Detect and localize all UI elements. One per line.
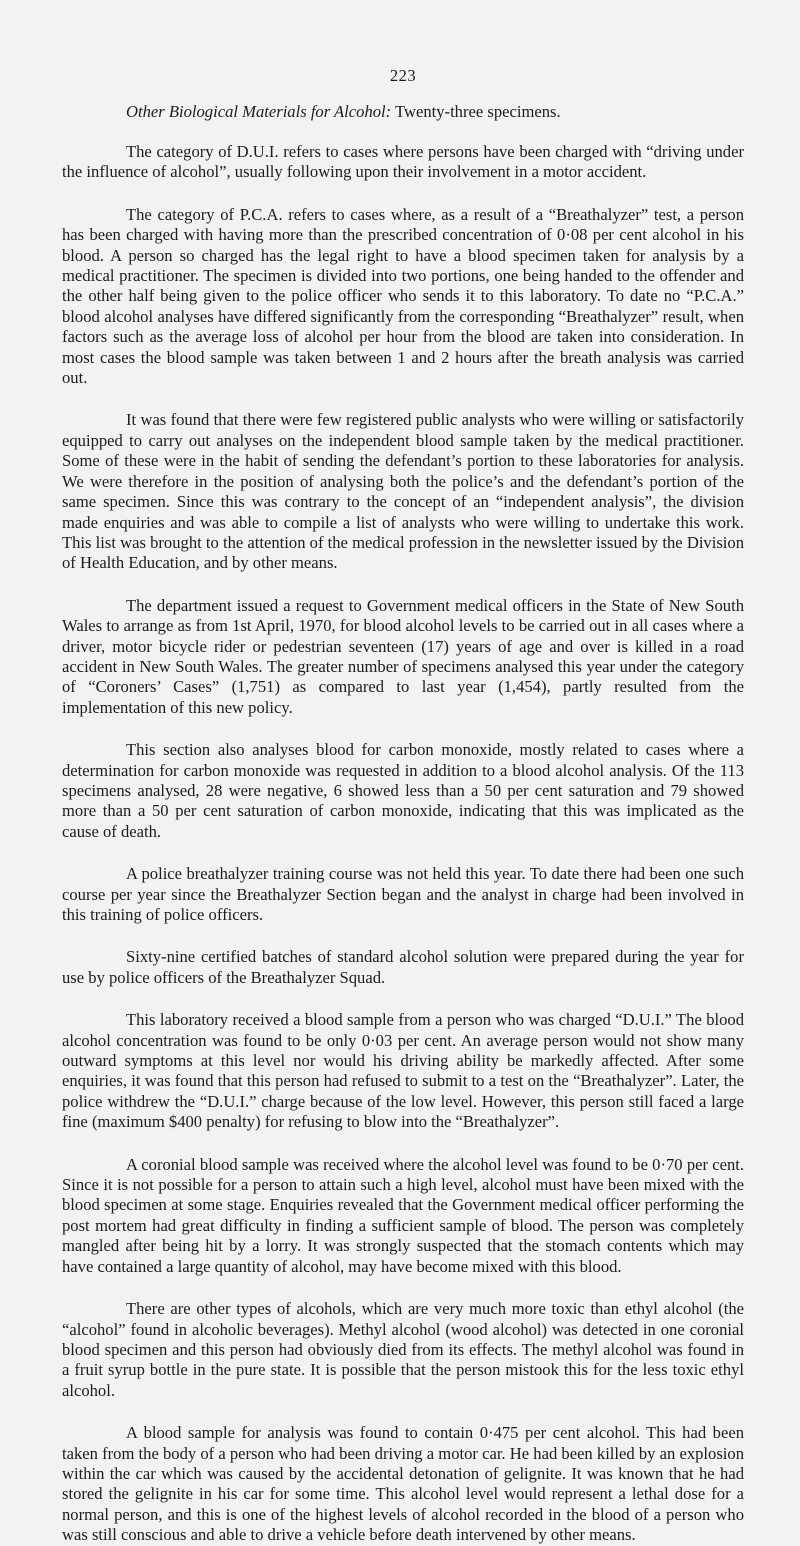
paragraph-gelignite: A blood sample for analysis was found to contain 0·475 per cent alcohol. This had been taken from the body of a person who had been driving a motor car. He had been killed by an explosion within the car which was caused by the accidental detonation of gelignite. It was known that he had stored the gelignite in his car for some time. This alcohol level would represent a lethal dose for a normal person, and this is one of the highest levels of alcohol recorded in the blood of a person who was still conscious and able to drive a vehicle before death intervened by other means.	[62, 1423, 744, 1545]
paragraph-public-analysts: It was found that there were few registered public analysts who were willing or satisfactorily equipped to carry out analyses on the independent blood sample taken by the medical practitioner. Some of these were in the habit of sending the defendant’s portion to these laboratories for analysis. We were therefore in the position of analysing both the police’s and the defendant’s portion of the same specimen. Since this was contrary to the concept of an “independent analysis”, the division made enquiries and was able to compile a list of analysts who were willing to undertake this work. This list was brought to the attention of the medical profession in the newsletter issued by the Division of Health Education, and by other means.	[62, 410, 744, 573]
paragraph-government-request: The department issued a request to Government medical officers in the State of New South Wales to arrange as from 1st April, 1970, for blood alcohol levels to be carried out in all cases where a driver, motor bicycle rider or pedestrian seventeen (17) years of age and over is killed in a road accident in New South Wales. The greater number of specimens analysed this year under the category of “Coroners’ Cases” (1,751) as compared to last year (1,454), partly resulted from the implementation of this new policy.	[62, 595, 744, 717]
section-heading-italic: Other Biological Materials for Alcohol:	[126, 102, 392, 121]
page-number: 223	[389, 66, 417, 85]
section-heading	[126, 102, 744, 122]
paragraph-carbon-monoxide: This section also analyses blood for carbon monoxide, mostly related to cases where a determination for carbon monoxide was requested in addition to a blood alcohol analysis. Of the 113 specimens analysed, 28 were negative, 6 showed less than a 50 per cent saturation and 79 showed more than a 50 per cent saturation of carbon monoxide, indicating that this was implicated as the cause of death.	[62, 740, 744, 841]
paragraph-methyl-alcohol: There are other types of alcohols, which are very much more toxic than ethyl alcohol (the “alcohol” found in alcoholic beverages). Methyl alcohol (wood alcohol) was detected in one coronial blood specimen and this person had obviously died from its effects. The methyl alcohol was found in a fruit syrup bottle in the pure state. It is possible that the person mistook this for the less toxic ethyl alcohol.	[62, 1299, 744, 1400]
paragraph-coronial-sample: A coronial blood sample was received where the alcohol level was found to be 0·70 per cent. Since it is not possible for a person to attain such a high level, alcohol must have been mixed with the blood specimen at some stage. Enquiries revealed that the Government medical officer performing the post mortem had great difficulty in finding a sufficient sample of blood. The person was completely mangled after being hit by a lorry. It was strongly suspected that the stomach contents which may have contained a large quantity of alcohol, may have become mixed with this blood.	[62, 1154, 744, 1276]
paragraph-dui: The category of D.U.I. refers to cases where persons have been charged with “driving under the influence of alcohol”, usually following upon their involvement in a motor accident.	[62, 142, 744, 182]
paragraph-dui-sample: This laboratory received a blood sample from a person who was charged “D.U.I.” The blood alcohol concentration was found to be only 0·03 per cent. An average person would not show many outward symptoms at this level nor would his driving ability be markedly affected. After some enquiries, it was found that this person had refused to submit to a test on the “Breathalyzer”. Later, the police withdrew the “D.U.I.” charge because of the low level. However, this person still faced a large fine (maximum $400 penalty) for refusing to blow into the “Breathalyzer”.	[62, 1010, 744, 1132]
paragraph-alcohol-solution: Sixty-nine certified batches of standard alcohol solution were prepared during the year for use by police officers of the Breathalyzer Squad.	[62, 947, 744, 987]
paragraph-training-course: A police breathalyzer training course was not held this year. To date there had been one such course per year since the Breathalyzer Section began and the analyst in charge had been involved in this training of police officers.	[62, 864, 744, 924]
paragraph-pca: The category of P.C.A. refers to cases where, as a result of a “Breathalyzer” test, a person has been charged with having more than the prescribed concentration of 0·08 per cent alcohol in his blood. A person so charged has the legal right to have a blood specimen taken for analysis by a medical practitioner. The specimen is divided into two portions, one being handed to the offender and the other half being given to the police officer who sends it to this laboratory. To date no “P.C.A.” blood alcohol analyses have differed significantly from the corresponding “Breathalyzer” result, when factors such as the average loss of alcohol per hour from the blood are taken into consideration. In most cases the blood sample was taken between 1 and 2 hours after the breath analysis was carried out.	[62, 204, 744, 388]
section-heading-rest: Twenty-three specimens.	[391, 102, 561, 121]
